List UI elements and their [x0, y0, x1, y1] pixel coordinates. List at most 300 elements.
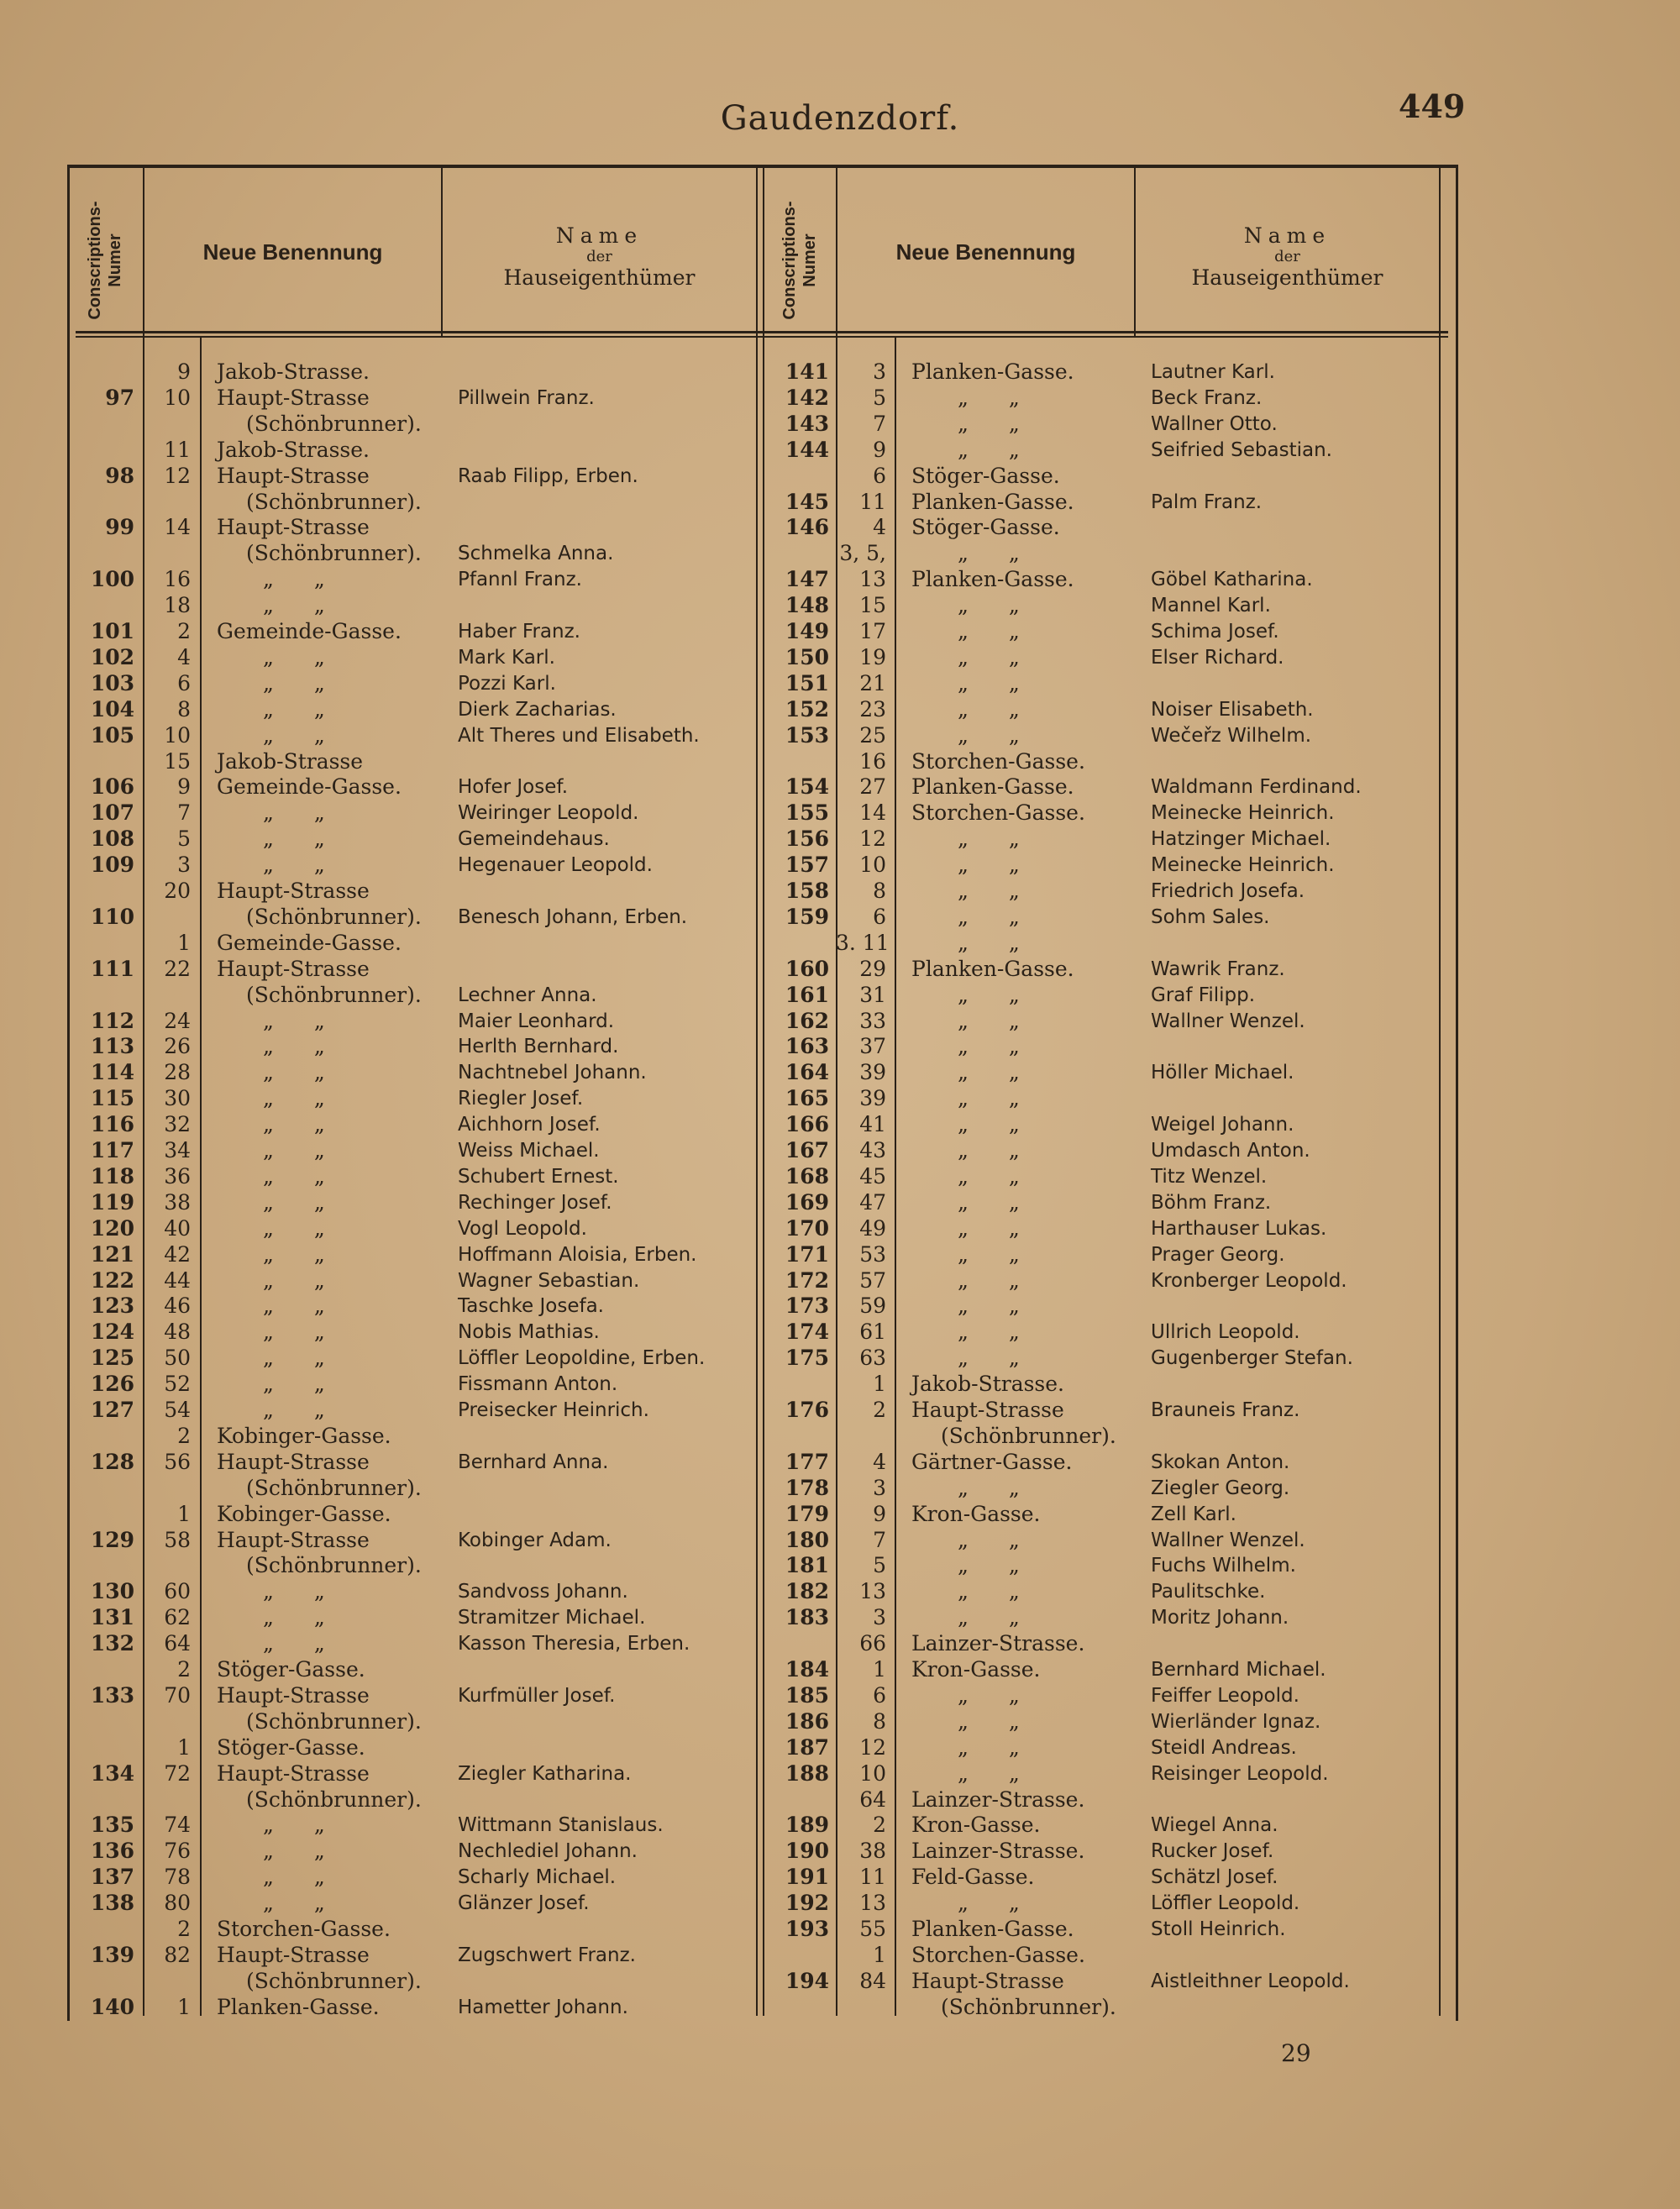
street-name: Planken-Gasse.: [217, 1994, 380, 2019]
house-number: 49: [859, 1215, 886, 1241]
table-row: [0, 1891, 1680, 1916]
house-number: 1: [873, 1942, 886, 1967]
house-number: 16: [859, 748, 886, 774]
conscription-number: 174: [785, 1320, 829, 1345]
house-number: 41: [859, 1112, 886, 1137]
owner-name: Stoll Heinrich.: [1151, 1918, 1286, 1940]
street-name: „ „: [263, 1189, 325, 1215]
owner-name: Beck Franz.: [1151, 386, 1263, 409]
table-row: [0, 1969, 1680, 1994]
table-row: [0, 800, 1680, 826]
street-name: Haupt-Strasse: [217, 463, 370, 488]
street-name: „ „: [958, 644, 1020, 669]
owner-name: Hoffmann Aloisia, Erben.: [458, 1243, 697, 1266]
house-number: 63: [859, 1346, 886, 1371]
table-row: [0, 1086, 1680, 1111]
street-name: „ „: [958, 1163, 1020, 1188]
house-number: 10: [164, 385, 191, 410]
street-name: Gärtner-Gasse.: [911, 1449, 1073, 1474]
street-name: Haupt-Strasse: [911, 1968, 1064, 1993]
owner-name: Sohm Sales.: [1151, 905, 1270, 928]
street-name: „ „: [263, 1163, 325, 1188]
table-row: [0, 593, 1680, 618]
house-number: 3: [873, 1605, 886, 1630]
table-row: [0, 1839, 1680, 1864]
table-row: [0, 957, 1680, 982]
conscription-number: 98: [105, 463, 134, 488]
street-name: „ „: [958, 385, 1020, 410]
conscription-number: 109: [90, 853, 134, 878]
street-name: „ „: [958, 1008, 1020, 1033]
street-name: (Schönbrunner).: [246, 411, 422, 436]
house-number: 13: [859, 567, 886, 592]
owner-name: Glänzer Josef.: [458, 1892, 590, 1915]
conscription-number: 145: [785, 489, 829, 514]
table-row: [0, 438, 1680, 463]
street-name: „ „: [958, 1320, 1020, 1345]
street-name: Storchen-Gasse.: [217, 1917, 391, 1941]
street-name: „ „: [263, 1241, 325, 1267]
owner-name: Wallner Wenzel.: [1151, 1529, 1305, 1551]
conscription-number: 105: [90, 722, 134, 748]
owner-name: Scharly Michael.: [458, 1866, 617, 1889]
house-number: 3. 11: [836, 930, 890, 955]
conscription-number: 126: [90, 1372, 134, 1397]
house-number: 36: [164, 1163, 191, 1188]
house-number: 3: [177, 853, 191, 878]
owner-name: Wittmann Stanislaus.: [458, 1814, 664, 1837]
conscription-number: 148: [785, 593, 829, 618]
header-der-label: der: [586, 247, 612, 265]
street-name: „ „: [263, 1839, 325, 1864]
table-row: [0, 412, 1680, 437]
house-number: 2: [177, 1917, 191, 1941]
owner-name: Meinecke Heinrich.: [1151, 854, 1335, 877]
house-number: 72: [164, 1760, 191, 1786]
table-row: [0, 1424, 1680, 1449]
table-row: [0, 1034, 1680, 1059]
house-number: 80: [164, 1891, 191, 1916]
house-number: 17: [859, 619, 886, 643]
owner-name: Wierländer Ignaz.: [1151, 1710, 1321, 1733]
house-number: 5: [873, 1553, 886, 1578]
conscription-number: 193: [785, 1917, 829, 1941]
header-conscriptions-left: Conscriptions-Numer: [86, 201, 124, 320]
street-name: „ „: [958, 826, 1020, 852]
house-number: 2: [177, 619, 191, 643]
owner-name: Friedrich Josefa.: [1151, 880, 1305, 902]
owner-name: Nachtnebel Johann.: [458, 1062, 647, 1084]
conscription-number: 188: [785, 1760, 829, 1786]
street-name: „ „: [958, 1138, 1020, 1162]
table-row: [0, 567, 1680, 592]
owner-name: Wallner Otto.: [1151, 412, 1278, 435]
table-row: [0, 1553, 1680, 1578]
street-name: „ „: [958, 1553, 1020, 1578]
table-row: [0, 1293, 1680, 1319]
table-row: [0, 1164, 1680, 1189]
conscription-number: 194: [785, 1968, 829, 1993]
street-name: Lainzer-Strasse.: [911, 1787, 1085, 1812]
street-name: „ „: [263, 1293, 325, 1319]
house-number: 26: [164, 1034, 191, 1059]
table-row: [0, 1112, 1680, 1137]
owner-name: Göbel Katharina.: [1151, 569, 1313, 591]
house-number: 1: [177, 1994, 191, 2019]
house-number: 2: [873, 1813, 886, 1838]
house-number: 15: [859, 593, 886, 618]
street-name: Jakob-Strasse.: [217, 437, 370, 462]
owner-name: Schätzl Josef.: [1151, 1866, 1278, 1889]
conscription-number: 186: [785, 1708, 829, 1734]
table-row: [0, 515, 1680, 540]
street-name: „ „: [263, 800, 325, 826]
conscription-number: 107: [90, 800, 134, 826]
owner-name: Lautner Karl.: [1151, 361, 1275, 383]
table-row: [0, 464, 1680, 489]
header-der-label: der: [1274, 247, 1300, 265]
street-name: (Schönbrunner).: [246, 1787, 422, 1812]
owner-name: Taschke Josefa.: [458, 1295, 604, 1318]
owner-name: Sandvoss Johann.: [458, 1581, 628, 1603]
header-conscriptions-right: Conscriptions-Numer: [780, 201, 819, 320]
street-name: Storchen-Gasse.: [911, 800, 1085, 826]
table-row: [0, 1813, 1680, 1838]
owner-name: Dierk Zacharias.: [458, 698, 617, 721]
house-number: 9: [873, 437, 886, 462]
conscription-number: 130: [90, 1579, 134, 1604]
street-name: Planken-Gasse.: [911, 359, 1074, 384]
street-name: „ „: [263, 593, 325, 618]
house-number: 38: [164, 1189, 191, 1215]
table-row: [0, 697, 1680, 722]
conscription-number: 108: [90, 826, 134, 852]
house-number: 13: [859, 1579, 886, 1604]
table-row: [0, 879, 1680, 904]
conscription-number: 103: [90, 670, 134, 695]
table-row: [0, 1009, 1680, 1034]
house-number: 8: [873, 879, 886, 903]
table-row: [0, 1190, 1680, 1215]
street-name: Haupt-Strasse: [911, 1398, 1064, 1422]
conscription-number: 100: [90, 567, 134, 592]
owner-name: Seifried Sebastian.: [1151, 438, 1332, 461]
table-row: [0, 983, 1680, 1008]
table-row: [0, 1657, 1680, 1682]
conscription-number: 149: [785, 619, 829, 643]
owner-name: Ullrich Leopold.: [1151, 1321, 1300, 1344]
table-row: [0, 1631, 1680, 1656]
conscription-number: 150: [785, 644, 829, 669]
house-number: 39: [859, 1060, 886, 1085]
conscription-number: 165: [785, 1086, 829, 1111]
conscription-number: 101: [90, 619, 134, 643]
owner-name: Reisinger Leopold.: [1151, 1762, 1329, 1785]
street-name: „ „: [263, 1086, 325, 1111]
conscription-number: 138: [90, 1891, 134, 1916]
house-number: 66: [859, 1631, 886, 1656]
table-row: [0, 645, 1680, 670]
table-row: [0, 1605, 1680, 1630]
street-name: Planken-Gasse.: [911, 489, 1074, 514]
house-number: 46: [164, 1293, 191, 1319]
conscription-number: 159: [785, 904, 829, 929]
owner-name: Moritz Johann.: [1151, 1607, 1289, 1629]
house-number: 5: [177, 826, 191, 852]
conscription-number: 125: [90, 1346, 134, 1371]
header-rule-under: [76, 336, 1448, 338]
owner-name: Wagner Sebastian.: [458, 1269, 640, 1292]
conscription-number: 192: [785, 1891, 829, 1916]
owner-name: Pozzi Karl.: [458, 672, 556, 695]
street-name: (Schönbrunner).: [246, 982, 422, 1007]
conscription-number: 155: [785, 800, 829, 826]
house-number: 9: [177, 359, 191, 384]
conscription-number: 187: [785, 1734, 829, 1760]
owner-name: Gugenberger Stefan.: [1151, 1347, 1353, 1370]
street-name: Stöger-Gasse.: [911, 463, 1060, 488]
street-name: (Schönbrunner).: [246, 1708, 422, 1734]
house-number: 3: [873, 359, 886, 384]
table-row: [0, 826, 1680, 852]
conscription-number: 136: [90, 1839, 134, 1864]
table-row: [0, 1735, 1680, 1760]
street-name: „ „: [263, 670, 325, 695]
house-number: 76: [164, 1839, 191, 1864]
house-number: 57: [859, 1267, 886, 1293]
conscription-number: 168: [785, 1163, 829, 1188]
house-number: 6: [873, 1682, 886, 1708]
conscription-number: 111: [90, 956, 134, 981]
house-number: 10: [859, 1760, 886, 1786]
street-name: Haupt-Strasse: [217, 879, 370, 903]
street-name: „ „: [958, 1189, 1020, 1215]
conscription-number: 102: [90, 644, 134, 669]
table-row: [0, 749, 1680, 774]
owner-name: Harthauser Lukas.: [1151, 1217, 1327, 1240]
street-name: „ „: [263, 644, 325, 669]
street-name: „ „: [263, 567, 325, 592]
conscription-number: 175: [785, 1346, 829, 1371]
conscription-number: 116: [90, 1112, 134, 1137]
street-name: „ „: [958, 879, 1020, 903]
street-name: Kron-Gasse.: [911, 1501, 1041, 1526]
table-row: [0, 359, 1680, 385]
owner-name: Kronberger Leopold.: [1151, 1269, 1347, 1292]
owner-name: Löffler Leopold.: [1151, 1892, 1300, 1915]
house-number: 22: [164, 956, 191, 981]
street-name: „ „: [263, 1865, 325, 1890]
street-name: Kron-Gasse.: [911, 1657, 1041, 1682]
street-name: „ „: [263, 1372, 325, 1397]
table-row: [0, 1917, 1680, 1942]
table-row: [0, 1242, 1680, 1267]
conscription-number: 170: [785, 1215, 829, 1241]
street-name: „ „: [958, 1086, 1020, 1111]
house-number: 34: [164, 1138, 191, 1162]
house-number: 20: [164, 879, 191, 903]
conscription-number: 114: [90, 1060, 134, 1085]
house-number: 37: [859, 1034, 886, 1059]
street-name: „ „: [263, 1215, 325, 1241]
conscription-number: 160: [785, 956, 829, 981]
house-number: 9: [177, 774, 191, 800]
street-name: Haupt-Strasse: [217, 1760, 370, 1786]
house-number: 56: [164, 1449, 191, 1474]
table-row: [0, 1502, 1680, 1527]
header-name-left: [443, 210, 756, 302]
conscription-number: 151: [785, 670, 829, 695]
table-row: [0, 1060, 1680, 1085]
house-number: 64: [164, 1631, 191, 1656]
conscription-number: 164: [785, 1060, 829, 1085]
house-number: 12: [164, 463, 191, 488]
conscription-number: 142: [785, 385, 829, 410]
conscription-number: 173: [785, 1293, 829, 1319]
house-number: 42: [164, 1241, 191, 1267]
house-number: 14: [164, 515, 191, 540]
street-name: Haupt-Strasse: [217, 385, 370, 410]
table-row: [0, 1398, 1680, 1423]
table-row: [0, 490, 1680, 515]
street-name: „ „: [958, 1475, 1020, 1500]
conscription-number: 115: [90, 1086, 134, 1111]
conscription-number: 113: [90, 1034, 134, 1059]
street-name: Haupt-Strasse: [217, 1527, 370, 1552]
street-name: Storchen-Gasse.: [911, 748, 1085, 774]
conscription-number: 161: [785, 982, 829, 1007]
owner-name: Mark Karl.: [458, 646, 555, 669]
street-name: „ „: [263, 1891, 325, 1916]
owner-name: Weiss Michael.: [458, 1140, 600, 1162]
owner-name: Skokan Anton.: [1151, 1451, 1290, 1473]
street-name: Gemeinde-Gasse.: [217, 619, 402, 643]
house-number: 39: [859, 1086, 886, 1111]
owner-name: Brauneis Franz.: [1151, 1399, 1300, 1421]
house-number: 48: [164, 1320, 191, 1345]
owner-name: Stramitzer Michael.: [458, 1607, 646, 1629]
table-row: [0, 671, 1680, 696]
owner-name: Hatzinger Michael.: [1151, 828, 1331, 851]
street-name: „ „: [263, 1008, 325, 1033]
house-number: 10: [164, 722, 191, 748]
conscription-number: 121: [90, 1241, 134, 1267]
owner-name: Pfannl Franz.: [458, 569, 582, 591]
conscription-number: 99: [105, 515, 134, 540]
street-name: (Schönbrunner).: [246, 1475, 422, 1500]
owner-name: Mannel Karl.: [1151, 595, 1271, 617]
conscription-number: 144: [785, 437, 829, 462]
conscription-number: 183: [785, 1605, 829, 1630]
street-name: Haupt-Strasse: [217, 1942, 370, 1967]
house-number: 52: [164, 1372, 191, 1397]
house-number: 45: [859, 1163, 886, 1188]
house-number: 13: [859, 1891, 886, 1916]
table-row: [0, 931, 1680, 956]
owner-name: Steidl Andreas.: [1151, 1736, 1297, 1759]
table-row: [0, 1476, 1680, 1501]
house-number: 2: [177, 1657, 191, 1682]
house-number: 12: [859, 1734, 886, 1760]
street-name: Kron-Gasse.: [911, 1813, 1041, 1838]
conscription-number: 123: [90, 1293, 134, 1319]
conscription-number: 128: [90, 1449, 134, 1474]
house-number: 16: [164, 567, 191, 592]
street-name: „ „: [958, 1708, 1020, 1734]
owner-name: Rucker Josef.: [1151, 1840, 1274, 1863]
table-row: [0, 1216, 1680, 1241]
house-number: 11: [164, 437, 191, 462]
street-name: (Schönbrunner).: [246, 904, 422, 929]
table-row: [0, 1268, 1680, 1293]
table-row: [0, 1138, 1680, 1163]
street-name: Kobinger-Gasse.: [217, 1501, 391, 1526]
owner-name: Bernhard Anna.: [458, 1451, 609, 1473]
house-number: 8: [177, 696, 191, 721]
conscription-number: 104: [90, 696, 134, 721]
house-number: 3: [873, 1475, 886, 1500]
conscription-number: 134: [90, 1760, 134, 1786]
street-name: Feld-Gasse.: [911, 1865, 1035, 1890]
owner-name: Hametter Johann.: [458, 1996, 628, 2018]
house-number: 4: [873, 1449, 886, 1474]
conscription-number: 162: [785, 1008, 829, 1033]
house-number: 7: [873, 411, 886, 436]
owner-name: Hegenauer Leopold.: [458, 854, 653, 877]
house-number: 27: [859, 774, 886, 800]
owner-name: Fissmann Anton.: [458, 1373, 618, 1396]
house-number: 19: [859, 644, 886, 669]
street-name: (Schönbrunner).: [246, 489, 422, 514]
owner-name: Meinecke Heinrich.: [1151, 802, 1335, 825]
owner-name: Titz Wenzel.: [1151, 1165, 1268, 1188]
house-number: 38: [859, 1839, 886, 1864]
house-number: 1: [873, 1372, 886, 1397]
house-number: 4: [873, 515, 886, 540]
conscription-number: 119: [90, 1189, 134, 1215]
street-name: Gemeinde-Gasse.: [217, 774, 402, 800]
conscription-number: 181: [785, 1553, 829, 1578]
street-name: „ „: [958, 1215, 1020, 1241]
conscription-number: 182: [785, 1579, 829, 1604]
street-name: „ „: [958, 904, 1020, 929]
house-number: 6: [873, 904, 886, 929]
owner-name: Kasson Theresia, Erben.: [458, 1633, 690, 1655]
street-name: „ „: [263, 1320, 325, 1345]
street-name: „ „: [958, 1034, 1020, 1059]
table-row: [0, 386, 1680, 411]
conscription-number: 158: [785, 879, 829, 903]
street-name: (Schönbrunner).: [246, 541, 422, 566]
house-number: 59: [859, 1293, 886, 1319]
house-number: 82: [164, 1942, 191, 1967]
street-name: „ „: [958, 1527, 1020, 1552]
house-number: 7: [177, 800, 191, 826]
conscription-number: 156: [785, 826, 829, 852]
header-neue-benennung-right: [837, 218, 1134, 286]
street-name: „ „: [958, 1734, 1020, 1760]
conscription-number: 120: [90, 1215, 134, 1241]
house-number: 14: [859, 800, 886, 826]
street-name: „ „: [958, 1112, 1020, 1137]
house-number: 62: [164, 1605, 191, 1630]
owner-name: Wallner Wenzel.: [1151, 1010, 1305, 1032]
conscription-number: 171: [785, 1241, 829, 1267]
owner-name: Weigel Johann.: [1151, 1114, 1294, 1136]
page-title: Gaudenzdorf.: [720, 99, 960, 138]
house-number: 29: [859, 956, 886, 981]
street-name: Stöger-Gasse.: [217, 1734, 365, 1760]
